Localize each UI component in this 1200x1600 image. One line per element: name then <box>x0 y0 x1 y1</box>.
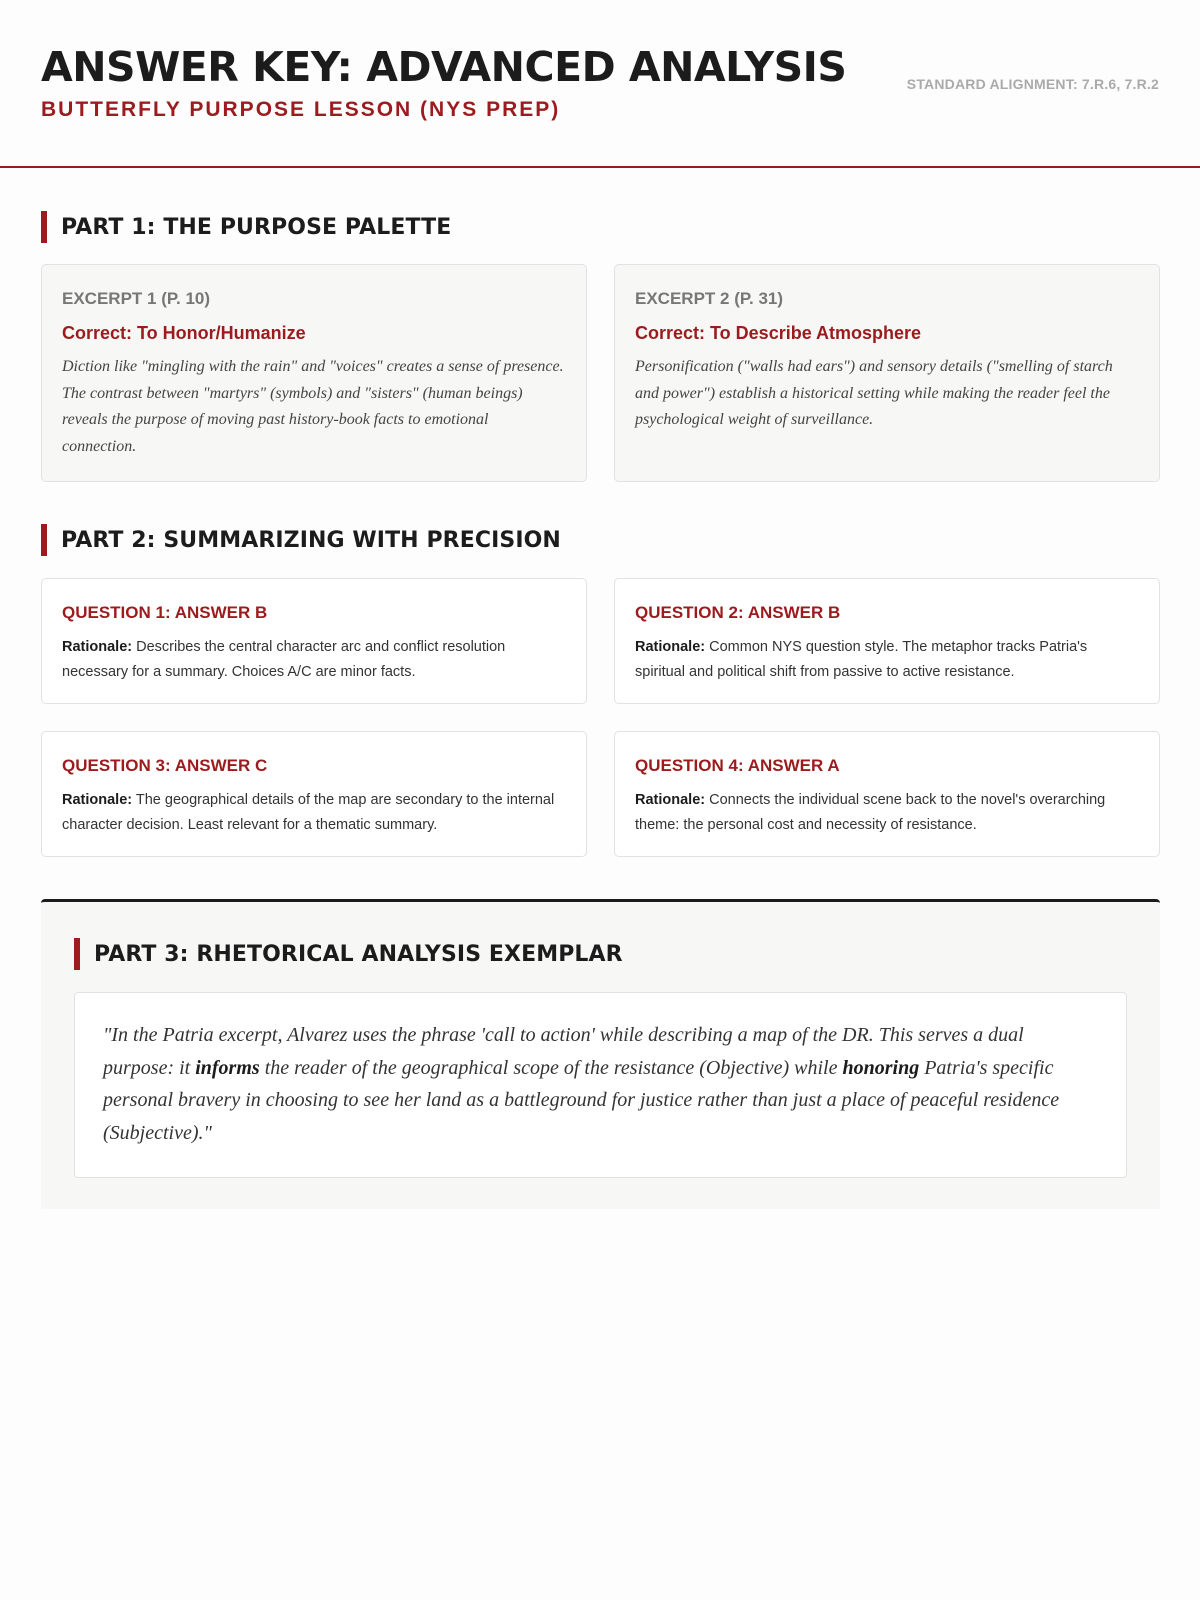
heading-accent-bar <box>41 211 47 243</box>
rationale-text: The geographical details of the map are secondary to the internal character decision. Least relevant for a thematic summary. <box>62 792 555 833</box>
question-card-3 <box>41 731 587 857</box>
excerpt-card-2 <box>614 264 1160 482</box>
exemplar-part-b: the reader of the geographical scope of the resistance (Objective) while <box>259 1056 843 1079</box>
exemplar-text <box>103 1019 1098 1149</box>
rationale-label: Rationale: <box>62 639 133 655</box>
part2-heading <box>41 524 561 556</box>
page-title: ANSWER KEY: ADVANCED ANALYSIS <box>41 43 847 91</box>
rationale-label: Rationale: <box>635 792 706 808</box>
question-card-4 <box>614 731 1160 857</box>
question-rationale <box>62 635 566 685</box>
part2-heading-label: PART 2: SUMMARIZING WITH PRECISION <box>61 527 561 553</box>
question-card-2 <box>614 578 1160 704</box>
exemplar-part-c: Patria's specific personal bravery in choosing to see her land as a battleground for justice rather than just a place of peaceful residence (Subjective)." <box>103 1056 1060 1144</box>
rationale-text: Connects the individual scene back to the novel's overarching theme: the personal cost and necessity of resistance. <box>635 792 1106 833</box>
exemplar-part-a: "In the Patria excerpt, Alvarez uses the phrase 'call to action' while describing a map of the DR. This serves a dual purpose: it <box>103 1024 1024 1079</box>
excerpt-title: EXCERPT 2 (P. 31) <box>635 289 784 308</box>
part3-panel <box>41 899 1160 1209</box>
question-title: QUESTION 3: ANSWER C <box>62 756 268 775</box>
question-rationale <box>62 788 566 838</box>
excerpt-card-1 <box>41 264 587 482</box>
question-title: QUESTION 2: ANSWER B <box>635 603 841 622</box>
excerpt-correct-answer: Correct: To Describe Atmosphere <box>635 323 922 343</box>
excerpt-title: EXCERPT 1 (P. 10) <box>62 289 211 308</box>
excerpt-explanation: Diction like "mingling with the rain" and "voices" creates a sense of presence. The contrast between "martyrs" (symbols) and "sisters" (human beings) reveals the purpose of moving past history-book facts to emotional connection. <box>62 358 564 455</box>
part3-heading-label: PART 3: RHETORICAL ANALYSIS EXEMPLAR <box>94 941 623 967</box>
standard-alignment: STANDARD ALIGNMENT: 7.R.6, 7.R.2 <box>906 76 1159 92</box>
excerpt-explanation: Personification ("walls had ears") and sensory details ("smelling of starch and power") establish a historical setting while making the reader feel the psychological weight of surveillance. <box>635 358 1113 428</box>
question-card-1 <box>41 578 587 704</box>
rationale-text: Common NYS question style. The metaphor tracks Patria's spiritual and political shift from passive to active resistance. <box>635 639 1088 680</box>
question-rationale <box>635 635 1139 685</box>
heading-accent-bar <box>41 524 47 556</box>
question-title: QUESTION 4: ANSWER A <box>635 756 840 775</box>
page-subtitle: BUTTERFLY PURPOSE LESSON (NYS PREP) <box>41 98 561 121</box>
exemplar-box <box>74 992 1127 1178</box>
question-rationale <box>635 788 1139 838</box>
part1-heading-label: PART 1: THE PURPOSE PALETTE <box>61 214 452 240</box>
excerpt-correct-answer: Correct: To Honor/Humanize <box>62 323 306 343</box>
heading-accent-bar <box>74 938 80 970</box>
rationale-text: Describes the central character arc and conflict resolution necessary for a summary. Choices A/C are minor facts. <box>62 639 506 680</box>
exemplar-bold-honoring: honoring <box>842 1056 920 1079</box>
part1-heading <box>41 211 451 243</box>
part3-heading <box>74 938 623 970</box>
rationale-label: Rationale: <box>62 792 133 808</box>
exemplar-bold-informs: informs <box>195 1056 260 1079</box>
question-title: QUESTION 1: ANSWER B <box>62 603 268 622</box>
rationale-label: Rationale: <box>635 639 706 655</box>
page-header <box>0 0 1200 168</box>
